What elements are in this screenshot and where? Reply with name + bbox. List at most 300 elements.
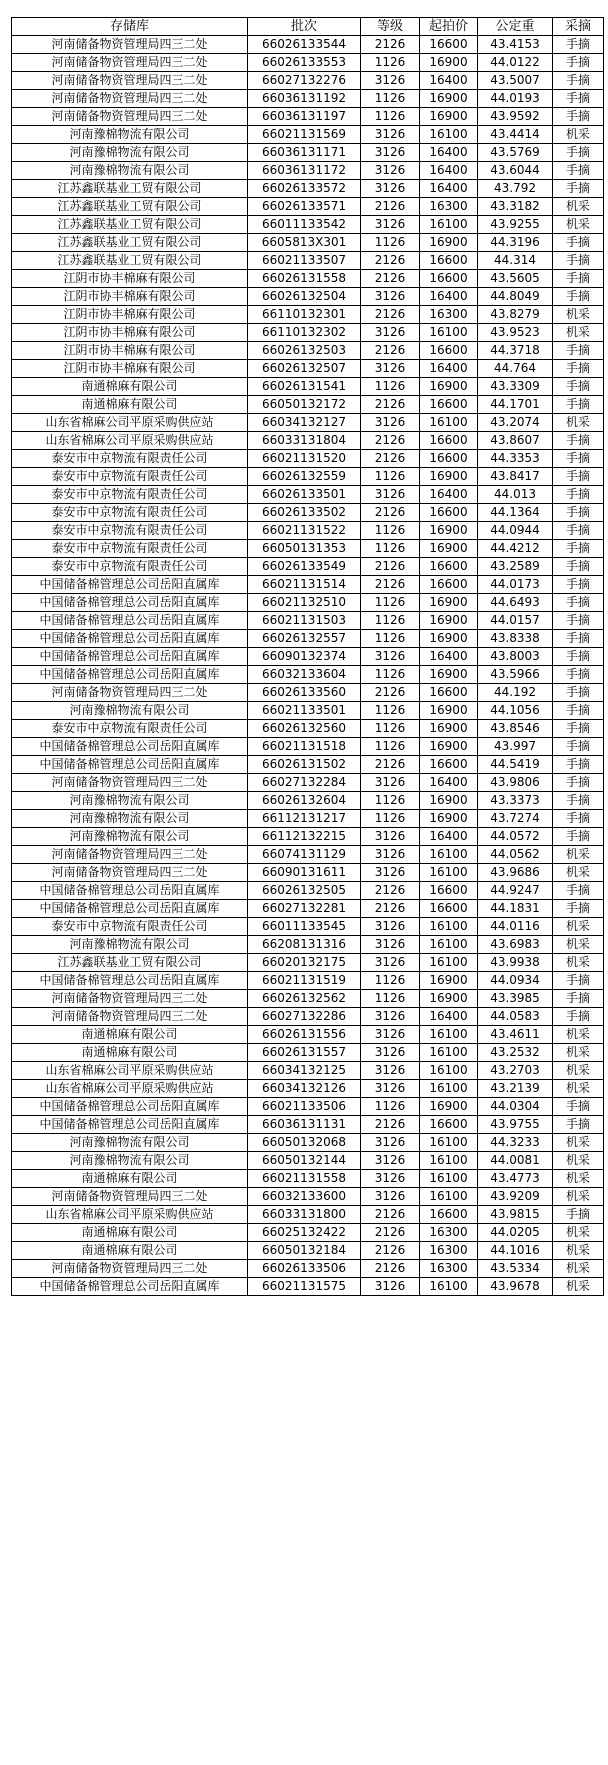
cell-batch: 66026131556 (248, 1026, 361, 1044)
cell-warehouse: 江苏鑫联基业工贸有限公司 (12, 954, 248, 972)
cell-grade: 3126 (361, 1134, 420, 1152)
cell-grade: 1126 (361, 108, 420, 126)
cell-weight: 43.8003 (478, 648, 553, 666)
cell-warehouse: 泰安市中京物流有限责任公司 (12, 918, 248, 936)
cell-start-price: 16600 (420, 396, 478, 414)
cell-grade: 3126 (361, 288, 420, 306)
cell-start-price: 16900 (420, 90, 478, 108)
cell-grade: 1126 (361, 234, 420, 252)
cell-grade: 1126 (361, 612, 420, 630)
cell-batch: 66021133501 (248, 702, 361, 720)
cell-picking: 手摘 (553, 1116, 604, 1134)
cell-weight: 44.1056 (478, 702, 553, 720)
cell-picking: 手摘 (553, 990, 604, 1008)
cell-warehouse: 河南豫棉物流有限公司 (12, 1152, 248, 1170)
cell-warehouse: 泰安市中京物流有限责任公司 (12, 558, 248, 576)
cell-warehouse: 中国储备棉管理总公司岳阳直属库 (12, 756, 248, 774)
cell-batch: 66027132284 (248, 774, 361, 792)
cell-start-price: 16100 (420, 954, 478, 972)
cell-start-price: 16400 (420, 288, 478, 306)
cell-weight: 43.9755 (478, 1116, 553, 1134)
cell-batch: 66026132505 (248, 882, 361, 900)
cell-picking: 手摘 (553, 702, 604, 720)
cell-batch: 66027132276 (248, 72, 361, 90)
cell-warehouse: 江苏鑫联基业工贸有限公司 (12, 252, 248, 270)
cell-warehouse: 河南储备物资管理局四三二处 (12, 1188, 248, 1206)
cell-grade: 3126 (361, 846, 420, 864)
table-row (12, 1134, 604, 1152)
cell-start-price: 16100 (420, 324, 478, 342)
cell-start-price: 16900 (420, 1098, 478, 1116)
table-row (12, 558, 604, 576)
cell-grade: 3126 (361, 360, 420, 378)
cell-start-price: 16100 (420, 1278, 478, 1296)
cell-warehouse: 江阴市协丰棉麻有限公司 (12, 306, 248, 324)
cell-weight: 43.8338 (478, 630, 553, 648)
cell-grade: 1126 (361, 720, 420, 738)
cell-grade: 2126 (361, 1260, 420, 1278)
cell-batch: 66011133542 (248, 216, 361, 234)
cell-picking: 机采 (553, 936, 604, 954)
cell-picking: 手摘 (553, 900, 604, 918)
cell-weight: 44.0934 (478, 972, 553, 990)
cell-warehouse: 中国储备棉管理总公司岳阳直属库 (12, 1278, 248, 1296)
cell-grade: 1126 (361, 522, 420, 540)
table-row (12, 162, 604, 180)
cell-batch: 66036131172 (248, 162, 361, 180)
cell-warehouse: 泰安市中京物流有限责任公司 (12, 504, 248, 522)
table-row (12, 540, 604, 558)
table-row (12, 1170, 604, 1188)
cell-picking: 手摘 (553, 558, 604, 576)
table-row (12, 126, 604, 144)
table-row (12, 666, 604, 684)
table-row (12, 900, 604, 918)
cell-weight: 44.9247 (478, 882, 553, 900)
cell-start-price: 16300 (420, 1224, 478, 1242)
table-row (12, 180, 604, 198)
cell-warehouse: 山东省棉麻公司平原采购供应站 (12, 432, 248, 450)
cell-picking: 机采 (553, 1242, 604, 1260)
cell-start-price: 16600 (420, 900, 478, 918)
cell-batch: 66034132126 (248, 1080, 361, 1098)
cell-weight: 44.0116 (478, 918, 553, 936)
cell-weight: 43.5007 (478, 72, 553, 90)
cell-weight: 44.3718 (478, 342, 553, 360)
cell-weight: 44.0122 (478, 54, 553, 72)
cell-grade: 2126 (361, 270, 420, 288)
cell-start-price: 16900 (420, 594, 478, 612)
cell-weight: 43.2532 (478, 1044, 553, 1062)
cell-start-price: 16100 (420, 126, 478, 144)
cell-warehouse: 河南豫棉物流有限公司 (12, 828, 248, 846)
cell-weight: 44.0572 (478, 828, 553, 846)
cell-weight: 43.8607 (478, 432, 553, 450)
cell-start-price: 16100 (420, 1152, 478, 1170)
cell-grade: 3126 (361, 1080, 420, 1098)
cell-warehouse: 江苏鑫联基业工贸有限公司 (12, 180, 248, 198)
cell-start-price: 16600 (420, 252, 478, 270)
cell-weight: 43.9815 (478, 1206, 553, 1224)
table-row (12, 306, 604, 324)
table-row (12, 864, 604, 882)
table-row (12, 1278, 604, 1296)
cell-warehouse: 河南豫棉物流有限公司 (12, 126, 248, 144)
table-row (12, 1188, 604, 1206)
cell-weight: 44.8049 (478, 288, 553, 306)
cell-weight: 44.1831 (478, 900, 553, 918)
cell-weight: 44.192 (478, 684, 553, 702)
cell-picking: 手摘 (553, 342, 604, 360)
cell-batch: 66026133506 (248, 1260, 361, 1278)
cell-picking: 手摘 (553, 684, 604, 702)
cell-grade: 1126 (361, 1098, 420, 1116)
cell-weight: 44.6493 (478, 594, 553, 612)
cell-start-price: 16900 (420, 792, 478, 810)
table-row (12, 1260, 604, 1278)
cell-picking: 机采 (553, 954, 604, 972)
cell-grade: 1126 (361, 738, 420, 756)
cell-warehouse: 中国储备棉管理总公司岳阳直属库 (12, 972, 248, 990)
table-body (12, 36, 604, 1296)
cell-picking: 手摘 (553, 738, 604, 756)
cell-weight: 44.1364 (478, 504, 553, 522)
cell-start-price: 16900 (420, 810, 478, 828)
cell-weight: 43.6983 (478, 936, 553, 954)
cell-grade: 2126 (361, 756, 420, 774)
cell-picking: 机采 (553, 1224, 604, 1242)
cell-grade: 2126 (361, 36, 420, 54)
table-row (12, 846, 604, 864)
table-row (12, 36, 604, 54)
cell-batch: 66208131316 (248, 936, 361, 954)
cell-picking: 手摘 (553, 180, 604, 198)
cell-batch: 66033131800 (248, 1206, 361, 1224)
cell-batch: 66021131520 (248, 450, 361, 468)
cell-picking: 手摘 (553, 972, 604, 990)
cell-start-price: 16900 (420, 972, 478, 990)
cell-picking: 手摘 (553, 828, 604, 846)
table-row (12, 828, 604, 846)
cell-warehouse: 江阴市协丰棉麻有限公司 (12, 270, 248, 288)
cell-batch: 66026133560 (248, 684, 361, 702)
cell-picking: 手摘 (553, 234, 604, 252)
cell-picking: 手摘 (553, 594, 604, 612)
cell-warehouse: 泰安市中京物流有限责任公司 (12, 720, 248, 738)
cell-picking: 手摘 (553, 756, 604, 774)
table-row (12, 1044, 604, 1062)
cell-start-price: 16900 (420, 738, 478, 756)
cell-weight: 43.792 (478, 180, 553, 198)
cell-batch: 66021131522 (248, 522, 361, 540)
cell-picking: 手摘 (553, 360, 604, 378)
table-row (12, 54, 604, 72)
cell-weight: 44.0157 (478, 612, 553, 630)
table-row (12, 1080, 604, 1098)
cell-weight: 43.9523 (478, 324, 553, 342)
cell-batch: 66011133545 (248, 918, 361, 936)
table-row (12, 720, 604, 738)
cell-batch: 66026133544 (248, 36, 361, 54)
cell-picking: 手摘 (553, 252, 604, 270)
cell-batch: 66050132144 (248, 1152, 361, 1170)
table-row (12, 990, 604, 1008)
header-batch: 批次 (248, 18, 361, 36)
cell-start-price: 16600 (420, 756, 478, 774)
cell-batch: 66025132422 (248, 1224, 361, 1242)
cell-start-price: 16600 (420, 882, 478, 900)
table-row (12, 1224, 604, 1242)
cell-picking: 机采 (553, 918, 604, 936)
cell-grade: 3126 (361, 864, 420, 882)
cell-start-price: 16400 (420, 180, 478, 198)
cell-grade: 3126 (361, 1044, 420, 1062)
cell-warehouse: 江阴市协丰棉麻有限公司 (12, 360, 248, 378)
header-row (12, 18, 604, 36)
cell-warehouse: 河南豫棉物流有限公司 (12, 792, 248, 810)
cell-grade: 2126 (361, 1116, 420, 1134)
cell-weight: 44.1701 (478, 396, 553, 414)
table-row (12, 1206, 604, 1224)
table-row (12, 72, 604, 90)
cell-grade: 3126 (361, 324, 420, 342)
cell-weight: 43.9678 (478, 1278, 553, 1296)
cell-picking: 手摘 (553, 630, 604, 648)
cell-start-price: 16600 (420, 270, 478, 288)
cell-picking: 手摘 (553, 612, 604, 630)
cell-grade: 2126 (361, 882, 420, 900)
cell-weight: 44.0193 (478, 90, 553, 108)
cell-picking: 手摘 (553, 270, 604, 288)
cell-batch: 66026132557 (248, 630, 361, 648)
cell-grade: 1126 (361, 378, 420, 396)
cell-warehouse: 中国储备棉管理总公司岳阳直属库 (12, 1098, 248, 1116)
cell-start-price: 16100 (420, 1062, 478, 1080)
table-row (12, 270, 604, 288)
cell-start-price: 16400 (420, 828, 478, 846)
cell-warehouse: 河南储备物资管理局四三二处 (12, 108, 248, 126)
cell-grade: 2126 (361, 1224, 420, 1242)
cell-batch: 66026132562 (248, 990, 361, 1008)
cell-warehouse: 河南储备物资管理局四三二处 (12, 864, 248, 882)
cell-weight: 44.0562 (478, 846, 553, 864)
table-row (12, 1098, 604, 1116)
cell-start-price: 16100 (420, 1026, 478, 1044)
cell-warehouse: 河南储备物资管理局四三二处 (12, 72, 248, 90)
cell-start-price: 16600 (420, 36, 478, 54)
cell-picking: 手摘 (553, 666, 604, 684)
cell-grade: 3126 (361, 180, 420, 198)
cell-start-price: 16900 (420, 720, 478, 738)
cell-warehouse: 中国储备棉管理总公司岳阳直属库 (12, 630, 248, 648)
cell-grade: 1126 (361, 540, 420, 558)
cell-weight: 44.314 (478, 252, 553, 270)
cell-warehouse: 中国储备棉管理总公司岳阳直属库 (12, 900, 248, 918)
cell-start-price: 16900 (420, 234, 478, 252)
cell-weight: 44.0944 (478, 522, 553, 540)
cell-start-price: 16900 (420, 522, 478, 540)
cell-picking: 手摘 (553, 648, 604, 666)
cell-warehouse: 南通棉麻有限公司 (12, 396, 248, 414)
cell-picking: 手摘 (553, 378, 604, 396)
spreadsheet (11, 17, 604, 1296)
table-row (12, 450, 604, 468)
cell-grade: 3126 (361, 162, 420, 180)
cell-batch: 66021131518 (248, 738, 361, 756)
cell-warehouse: 河南储备物资管理局四三二处 (12, 684, 248, 702)
cell-picking: 手摘 (553, 396, 604, 414)
table-row (12, 702, 604, 720)
cell-warehouse: 河南储备物资管理局四三二处 (12, 846, 248, 864)
cell-start-price: 16100 (420, 1080, 478, 1098)
table-row (12, 414, 604, 432)
cell-batch: 66026133572 (248, 180, 361, 198)
cell-warehouse: 江苏鑫联基业工贸有限公司 (12, 216, 248, 234)
cell-grade: 3126 (361, 144, 420, 162)
cell-weight: 43.2074 (478, 414, 553, 432)
table-row (12, 576, 604, 594)
cell-weight: 43.997 (478, 738, 553, 756)
table-row (12, 612, 604, 630)
cell-picking: 手摘 (553, 576, 604, 594)
cell-picking: 手摘 (553, 288, 604, 306)
cell-batch: 66026133571 (248, 198, 361, 216)
cell-batch: 66021133506 (248, 1098, 361, 1116)
cell-warehouse: 中国储备棉管理总公司岳阳直属库 (12, 576, 248, 594)
cell-picking: 机采 (553, 198, 604, 216)
cell-batch: 66034132127 (248, 414, 361, 432)
cell-batch: 66074131129 (248, 846, 361, 864)
cell-picking: 手摘 (553, 54, 604, 72)
cell-warehouse: 山东省棉麻公司平原采购供应站 (12, 1062, 248, 1080)
cell-batch: 66050132172 (248, 396, 361, 414)
cell-grade: 2126 (361, 504, 420, 522)
cell-batch: 66090131611 (248, 864, 361, 882)
cell-grade: 1126 (361, 468, 420, 486)
cell-weight: 43.5605 (478, 270, 553, 288)
cell-grade: 3126 (361, 72, 420, 90)
cell-weight: 43.9686 (478, 864, 553, 882)
cell-picking: 机采 (553, 1062, 604, 1080)
cell-weight: 43.3985 (478, 990, 553, 1008)
cell-picking: 手摘 (553, 108, 604, 126)
cell-start-price: 16100 (420, 1044, 478, 1062)
table-row (12, 90, 604, 108)
cell-warehouse: 江苏鑫联基业工贸有限公司 (12, 234, 248, 252)
cell-start-price: 16900 (420, 54, 478, 72)
cell-start-price: 16300 (420, 306, 478, 324)
cell-batch: 66021131514 (248, 576, 361, 594)
cell-warehouse: 中国储备棉管理总公司岳阳直属库 (12, 594, 248, 612)
cell-batch: 66036131171 (248, 144, 361, 162)
cell-grade: 2126 (361, 342, 420, 360)
cell-warehouse: 河南储备物资管理局四三二处 (12, 990, 248, 1008)
cell-start-price: 16100 (420, 918, 478, 936)
cell-batch: 66026132503 (248, 342, 361, 360)
table-row (12, 1026, 604, 1044)
cell-batch: 66050131353 (248, 540, 361, 558)
cell-weight: 43.9592 (478, 108, 553, 126)
cell-weight: 43.2703 (478, 1062, 553, 1080)
cell-picking: 手摘 (553, 810, 604, 828)
cell-warehouse: 江阴市协丰棉麻有限公司 (12, 324, 248, 342)
cell-weight: 43.9255 (478, 216, 553, 234)
cell-grade: 3126 (361, 1152, 420, 1170)
cell-batch: 66032133604 (248, 666, 361, 684)
cell-warehouse: 河南储备物资管理局四三二处 (12, 1008, 248, 1026)
cell-grade: 3126 (361, 486, 420, 504)
cell-weight: 44.764 (478, 360, 553, 378)
cell-picking: 机采 (553, 1080, 604, 1098)
cell-grade: 1126 (361, 972, 420, 990)
cell-grade: 3126 (361, 774, 420, 792)
cell-start-price: 16400 (420, 72, 478, 90)
cell-start-price: 16600 (420, 504, 478, 522)
cell-start-price: 16600 (420, 450, 478, 468)
cell-batch: 66112131217 (248, 810, 361, 828)
cell-warehouse: 河南豫棉物流有限公司 (12, 702, 248, 720)
cell-start-price: 16400 (420, 648, 478, 666)
cell-weight: 43.8417 (478, 468, 553, 486)
cell-grade: 1126 (361, 702, 420, 720)
cell-batch: 66027132286 (248, 1008, 361, 1026)
cell-batch: 66026133501 (248, 486, 361, 504)
table-row (12, 252, 604, 270)
cell-picking: 手摘 (553, 432, 604, 450)
cell-grade: 2126 (361, 1242, 420, 1260)
cell-grade: 1126 (361, 90, 420, 108)
table-row (12, 1008, 604, 1026)
cell-weight: 43.6044 (478, 162, 553, 180)
cell-picking: 机采 (553, 1260, 604, 1278)
cell-warehouse: 河南储备物资管理局四三二处 (12, 54, 248, 72)
table-row (12, 468, 604, 486)
cell-start-price: 16900 (420, 630, 478, 648)
cell-warehouse: 中国储备棉管理总公司岳阳直属库 (12, 1116, 248, 1134)
cell-grade: 2126 (361, 576, 420, 594)
cell-start-price: 16900 (420, 108, 478, 126)
cell-warehouse: 南通棉麻有限公司 (12, 1170, 248, 1188)
cell-weight: 44.3353 (478, 450, 553, 468)
cell-warehouse: 南通棉麻有限公司 (12, 1242, 248, 1260)
cell-warehouse: 河南储备物资管理局四三二处 (12, 774, 248, 792)
cell-start-price: 16600 (420, 684, 478, 702)
cell-warehouse: 南通棉麻有限公司 (12, 1224, 248, 1242)
cell-batch: 66036131192 (248, 90, 361, 108)
cell-batch: 6605813X301 (248, 234, 361, 252)
cell-warehouse: 河南储备物资管理局四三二处 (12, 90, 248, 108)
cell-start-price: 16100 (420, 864, 478, 882)
table-row (12, 630, 604, 648)
table-row (12, 936, 604, 954)
table-row (12, 648, 604, 666)
cell-grade: 1126 (361, 666, 420, 684)
table-row (12, 1242, 604, 1260)
cell-batch: 66021131575 (248, 1278, 361, 1296)
cell-picking: 手摘 (553, 540, 604, 558)
cell-warehouse: 泰安市中京物流有限责任公司 (12, 522, 248, 540)
cell-weight: 44.0583 (478, 1008, 553, 1026)
cell-start-price: 16300 (420, 198, 478, 216)
cell-start-price: 16600 (420, 342, 478, 360)
cell-start-price: 16300 (420, 1242, 478, 1260)
cell-weight: 43.2589 (478, 558, 553, 576)
table-row (12, 432, 604, 450)
cell-batch: 66110132302 (248, 324, 361, 342)
cell-grade: 3126 (361, 126, 420, 144)
cell-batch: 66026132560 (248, 720, 361, 738)
cell-grade: 1126 (361, 630, 420, 648)
